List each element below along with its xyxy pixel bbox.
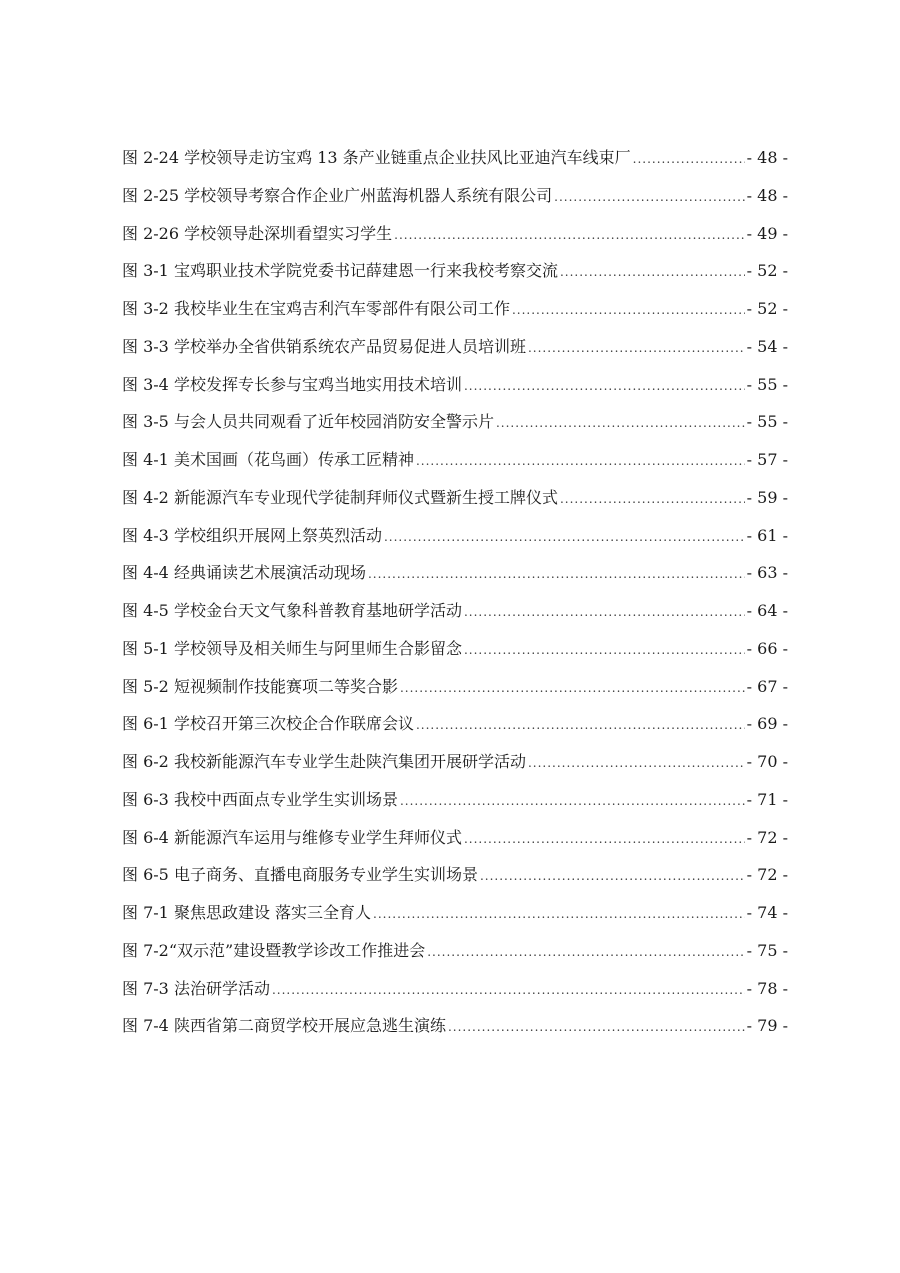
toc-entry[interactable] (122, 522, 788, 560)
toc-entry[interactable] (122, 220, 788, 258)
toc-entry-title: 图 3-1 宝鸡职业技术学院党委书记薛建恩一行来我校考察交流 (122, 261, 558, 281)
toc-entry-title: 图 6-1 学校召开第三次校企合作联席会议 (122, 714, 414, 734)
toc-entry-page-number: - 54 - (746, 336, 788, 356)
toc-entry-title: 图 6-5 电子商务、直播电商服务专业学生实训场景 (122, 865, 478, 885)
toc-entry-title: 图 6-2 我校新能源汽车专业学生赴陕汽集团开展研学活动 (122, 752, 526, 771)
toc-entry-page-number: - 66 - (746, 638, 788, 658)
dot-leader (373, 900, 745, 928)
toc-entry-page-number: - 48 - (746, 148, 788, 167)
toc-entry-page-number: - 59 - (746, 487, 788, 507)
toc-entry-title: 图 3-4 学校发挥专长参与宝鸡当地实用技术培训 (122, 374, 462, 394)
toc-entry-page-number: - 78 - (746, 978, 788, 998)
toc-entry-page-number: - 75 - (746, 940, 788, 960)
toc-entry-page-number: - 70 - (746, 752, 788, 771)
toc-entry[interactable] (122, 371, 788, 409)
toc-entry-page-number: - 52 - (746, 261, 788, 281)
toc-entry-title: 图 7-3 法治研学活动 (122, 978, 270, 998)
toc-entry-title: 图 4-2 新能源汽车专业现代学徒制拜师仪式暨新生授工牌仪式 (122, 487, 558, 507)
toc-entry-title: 图 3-3 学校举办全省供销系统农产品贸易促进人员培训班 (122, 336, 526, 356)
dot-leader (464, 372, 745, 400)
dot-leader (448, 1013, 745, 1041)
dot-leader (384, 523, 745, 551)
toc-entry-title: 图 6-3 我校中西面点专业学生实训场景 (122, 789, 398, 809)
toc-entry-title: 图 2-26 学校领导赴深圳看望实习学生 (122, 223, 393, 243)
toc-entry-page-number: - 72 - (746, 865, 788, 885)
dot-leader (554, 183, 745, 211)
toc-entry-title: 图 2-24 学校领导走访宝鸡 13 条产业链重点企业扶风比亚迪汽车线束厂 (122, 148, 631, 167)
toc-entry[interactable] (122, 1012, 788, 1050)
toc-entry-page-number: - 71 - (746, 789, 788, 809)
toc-entry[interactable] (122, 937, 788, 975)
dot-leader (416, 711, 745, 739)
toc-entry-page-number: - 69 - (746, 714, 788, 734)
toc-entry[interactable] (122, 333, 788, 371)
toc-entry-title: 图 4-1 美术国画（花鸟画）传承工匠精神 (122, 450, 414, 469)
dot-leader (480, 862, 745, 890)
dot-leader (528, 749, 745, 777)
toc-entry[interactable] (122, 182, 788, 220)
toc-entry[interactable] (122, 484, 788, 522)
toc-entry-title: 图 7-1 聚焦思政建设 落实三全育人 (122, 903, 372, 922)
toc-entry[interactable] (122, 975, 788, 1013)
toc-entry-title: 图 2-25 学校领导考察合作企业广州蓝海机器人系统有限公司 (122, 185, 553, 205)
toc-entry-page-number: - 57 - (746, 450, 788, 469)
toc-entry-title: 图 7-4 陕西省第二商贸学校开展应急逃生演练 (122, 1016, 446, 1036)
toc-entry-page-number: - 72 - (746, 827, 788, 847)
dot-leader (394, 221, 745, 249)
dot-leader (400, 787, 745, 815)
toc-entry[interactable] (122, 635, 788, 673)
dot-leader (368, 560, 745, 588)
toc-entry-page-number: - 67 - (746, 676, 788, 696)
dot-leader (528, 334, 745, 362)
toc-entry[interactable] (122, 710, 788, 748)
toc-entry-page-number: - 61 - (746, 525, 788, 545)
toc-entry[interactable] (122, 824, 788, 862)
toc-entry-title: 图 5-1 学校领导及相关师生与阿里师生合影留念 (122, 638, 462, 658)
dot-leader (427, 938, 744, 966)
toc-entry-title: 图 6-4 新能源汽车运用与维修专业学生拜师仪式 (122, 827, 462, 847)
toc-entry[interactable] (122, 257, 788, 295)
dot-leader (464, 825, 745, 853)
toc-entry-title: 图 4-5 学校金台天文气象科普教育基地研学活动 (122, 601, 462, 620)
toc-entry-page-number: - 48 - (746, 185, 788, 205)
toc-entry-page-number: - 74 - (746, 903, 788, 922)
toc-entry-title: 图 5-2 短视频制作技能赛项二等奖合影 (122, 676, 398, 696)
toc-entry[interactable] (122, 899, 788, 937)
toc-entry[interactable] (122, 861, 788, 899)
toc-entry-title: 图 4-4 经典诵读艺术展演活动现场 (122, 563, 366, 583)
dot-leader (496, 409, 745, 437)
toc-entry-page-number: - 63 - (746, 563, 788, 583)
dot-leader (633, 145, 745, 173)
dot-leader (464, 598, 745, 626)
dot-leader (560, 485, 745, 513)
toc-entry-title: 图 4-3 学校组织开展网上祭英烈活动 (122, 525, 382, 545)
toc-entry[interactable] (122, 673, 788, 711)
toc-entry-page-number: - 52 - (746, 299, 788, 318)
dot-leader (416, 447, 745, 475)
toc-entry-page-number: - 79 - (746, 1016, 788, 1036)
toc-entry-page-number: - 55 - (746, 374, 788, 394)
toc-entry-page-number: - 64 - (746, 601, 788, 620)
toc-entry[interactable] (122, 144, 788, 182)
toc-entry[interactable] (122, 408, 788, 446)
toc-entry[interactable] (122, 748, 788, 786)
toc-entry[interactable] (122, 446, 788, 484)
toc-entry-page-number: - 49 - (746, 223, 788, 243)
dot-leader (560, 258, 745, 286)
toc-entry-title: 图 3-5 与会人员共同观看了近年校园消防安全警示片 (122, 412, 494, 432)
toc-entry[interactable] (122, 597, 788, 635)
toc-entry[interactable] (122, 559, 788, 597)
toc-entry-title: 图 7-2“双示范”建设暨教学诊改工作推进会 (122, 940, 426, 960)
toc-entry-title: 图 3-2 我校毕业生在宝鸡吉利汽车零部件有限公司工作 (122, 299, 510, 318)
dot-leader (272, 976, 745, 1004)
toc-entry[interactable] (122, 786, 788, 824)
toc-entry[interactable] (122, 295, 788, 333)
toc-entry-page-number: - 55 - (746, 412, 788, 432)
dot-leader (464, 636, 745, 664)
dot-leader (400, 674, 745, 702)
figure-list (122, 144, 788, 1050)
dot-leader (512, 296, 745, 324)
